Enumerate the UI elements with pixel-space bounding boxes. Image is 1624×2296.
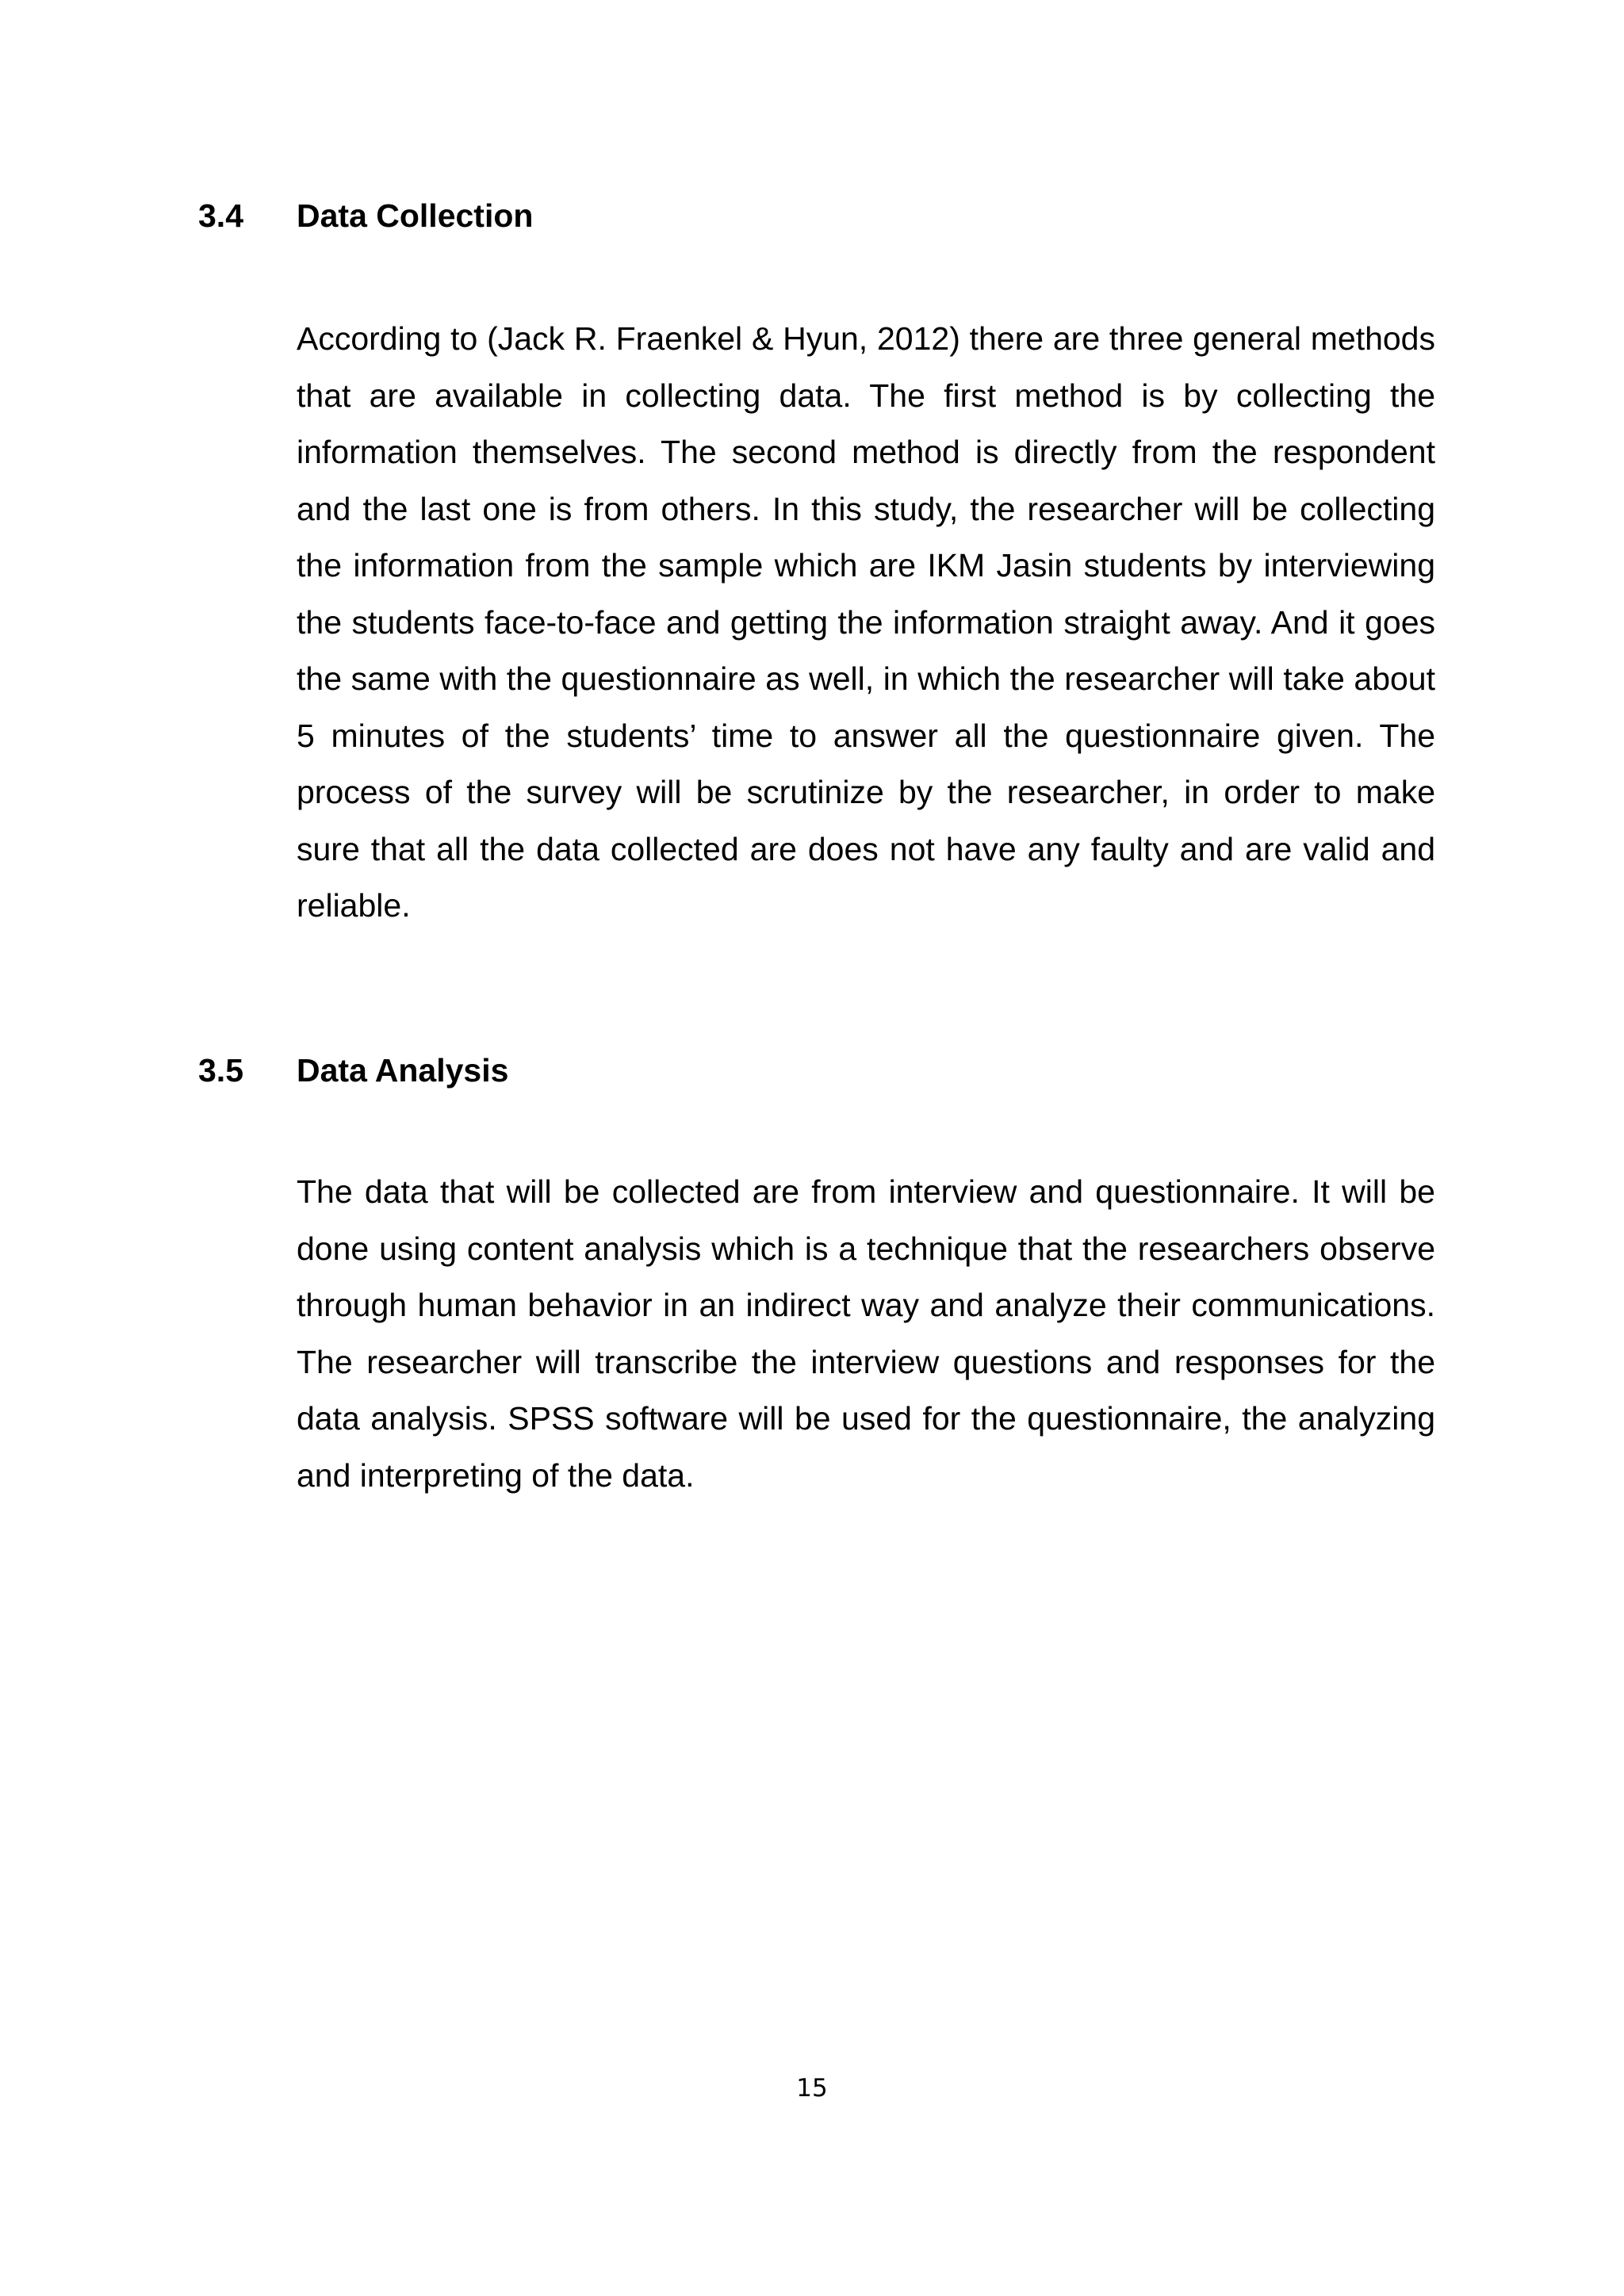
- section-title: Data Analysis: [297, 1052, 509, 1089]
- section-heading-data-collection: [198, 197, 533, 235]
- section-title: Data Collection: [297, 197, 534, 234]
- paragraph-data-collection: According to (Jack R. Fraenkel & Hyun, 2012) there are three general methods that are available in collecting data. The first method is by collecting the information themselves. The second method is directly from the respondent and the last one is from others. In this study, the researcher will be collecting the information from the sample which are IKM Jasin students by interviewing the students face-to-face and getting the information straight away. And it goes the same with the questionnaire as well, in which the researcher will take about 5 minutes of the students’ time to answer all the questionnaire given. The process of the survey will be scrutinize by the researcher, in order to make sure that all the data collected are does not have any faulty and are valid and reliable.: [297, 320, 1435, 924]
- section-number: 3.5: [198, 1052, 243, 1089]
- section-heading-data-analysis: [198, 1051, 508, 1089]
- section-number: 3.4: [198, 197, 243, 234]
- paragraph-data-analysis: The data that will be collected are from interview and questionnaire. It will be done using content analysis which is a technique that the researchers observe through human behavior in an indirect way and analyze their communications. The researcher will transcribe the interview questions and responses for the data analysis. SPSS software will be used for the questionnaire, the analyzing and interpreting of the data.: [297, 1173, 1435, 1494]
- page-number: 15: [796, 2074, 828, 2103]
